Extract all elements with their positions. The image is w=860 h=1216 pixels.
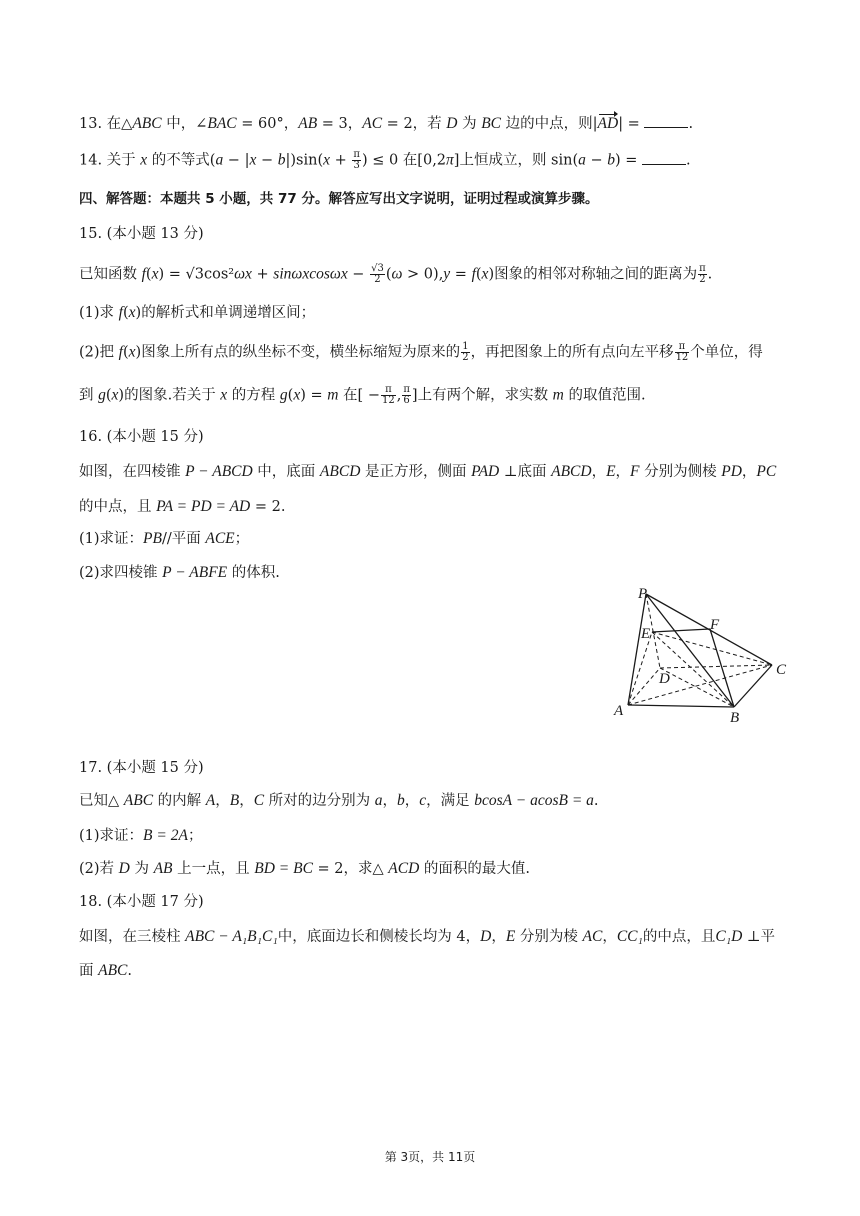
label-c: C: [776, 662, 787, 678]
fraction-pi-over-2: $\frac{\pi}{2}$: [699, 263, 706, 285]
answer-blank: [642, 152, 686, 165]
problem-16-stem-cont: 的中点，且 PA = PD = AD = 2.: [79, 498, 286, 515]
fraction-pi-over-3: $\frac{\pi}{3}$: [353, 149, 360, 171]
problem-16-q1: (1)求证：PB//平面 ACE；: [79, 530, 250, 547]
label-e: E: [641, 626, 651, 642]
edge-ac: [628, 665, 772, 705]
edge-dc: [660, 665, 772, 668]
problem-17-header: 17. (本小题 15 分): [79, 760, 204, 776]
edge-ae: [628, 632, 652, 705]
problem-13: 13. 在△ABC 中，∠BAC = 60°，AB = 3，AC = 2，若 D 为 BC 边的中点，则|AD| = .: [79, 115, 694, 132]
problem-15-q1: (1)求 f(x)的解析式和单调递增区间；: [79, 304, 316, 321]
problem-15-header: 15. (本小题 13 分): [79, 226, 204, 242]
edge-db: [660, 668, 734, 707]
problem-16-stem: 如图，在四棱锥 P − ABCD 中，底面 ABCD 是正方形，侧面 PAD ⊥底面 ABCD，E，F 分别为侧棱 PD，PC: [79, 463, 777, 480]
fraction-sqrt3-over-2: $\frac{√3}{2}$: [371, 263, 384, 285]
fraction-1-over-2: $\frac{1}{2}$: [462, 341, 469, 363]
fraction-pi-over-6: $\frac{\pi}{6}$: [403, 384, 410, 406]
section-heading: 四、解答题：本题共 5 小题，共 77 分。解答应写出文字说明，证明过程或演算步骤。: [79, 191, 599, 207]
problem-16-header: 16. (本小题 15 分): [79, 429, 204, 445]
problem-17-q1: (1)求证：B = 2A；: [79, 827, 203, 844]
problem-18-stem: 如图，在三棱柱 ABC − A₁B₁C₁中，底面边长和侧棱长均为 4，D，E 分别为棱 AC，CC₁的中点，且C₁D ⊥平: [79, 928, 776, 945]
problem-16-q2: (2)求四棱锥 P − ABFE 的体积.: [79, 564, 280, 581]
problem-17-q2: (2)若 D 为 AB 上一点，且 BD = BC = 2，求△ ACD 的面积的最大值.: [79, 860, 530, 877]
figure-hidden-edges: [628, 594, 772, 707]
edge-ef: [652, 629, 710, 632]
label-p: P: [638, 586, 648, 602]
problem-18-header: 18. (本小题 17 分): [79, 894, 204, 910]
label-d: D: [659, 671, 670, 687]
problem-15-stem: 已知函数 f(x) = √3cos²ωx + sinωxcosωx − $\frac{√3}{2}$ (ω > 0),y = f(x)图象的相邻对称轴之间的距离为 $\frac{\pi}{2}$ .: [79, 263, 713, 285]
label-b: B: [730, 710, 740, 726]
edge-bc: [734, 665, 772, 707]
answer-blank: [644, 115, 688, 128]
problem-15-q2-cont: 到 g(x)的图象.若关于 x 的方程 g(x) = m 在[ − $\frac{\pi}{12}$ , $\frac{\pi}{6}$ ]上有两个解，求实数 m 的取值范围.: [79, 384, 646, 406]
fraction-pi-over-12: $\frac{\pi}{12}$: [381, 384, 395, 406]
vector-ad: AD: [597, 115, 619, 132]
pyramid-figure: [600, 580, 800, 730]
problem-18-stem-cont: 面 ABC.: [79, 962, 132, 979]
edge-fb: [710, 629, 734, 707]
edge-ab: [628, 705, 734, 707]
problem-17-stem: 已知△ ABC 的内解 A，B，C 所对的边分别为 a，b，c，满足 bcosA − acosB = a.: [79, 792, 599, 809]
edge-pa: [628, 594, 646, 705]
problem-15-q2: (2)把 f(x)图象上所有点的纵坐标不变，横坐标缩短为原来的 $\frac{1}{2}$ ，再把图象上的所有点向左平移 $\frac{\pi}{12}$ 个单位，得: [79, 341, 763, 363]
label-a: A: [614, 703, 624, 719]
label-f: F: [710, 617, 720, 633]
fraction-pi-over-12: $\frac{\pi}{12}$: [675, 341, 689, 363]
problem-14: 14. 关于 x 的不等式(a − |x − b|)sin(x + $\frac{\pi}{3}$ ) ≤ 0 在[0,2π]上恒成立，则 sin(a − b) = .: [79, 149, 691, 171]
page-number-footer: 第 3页，共 11页: [384, 1150, 476, 1164]
